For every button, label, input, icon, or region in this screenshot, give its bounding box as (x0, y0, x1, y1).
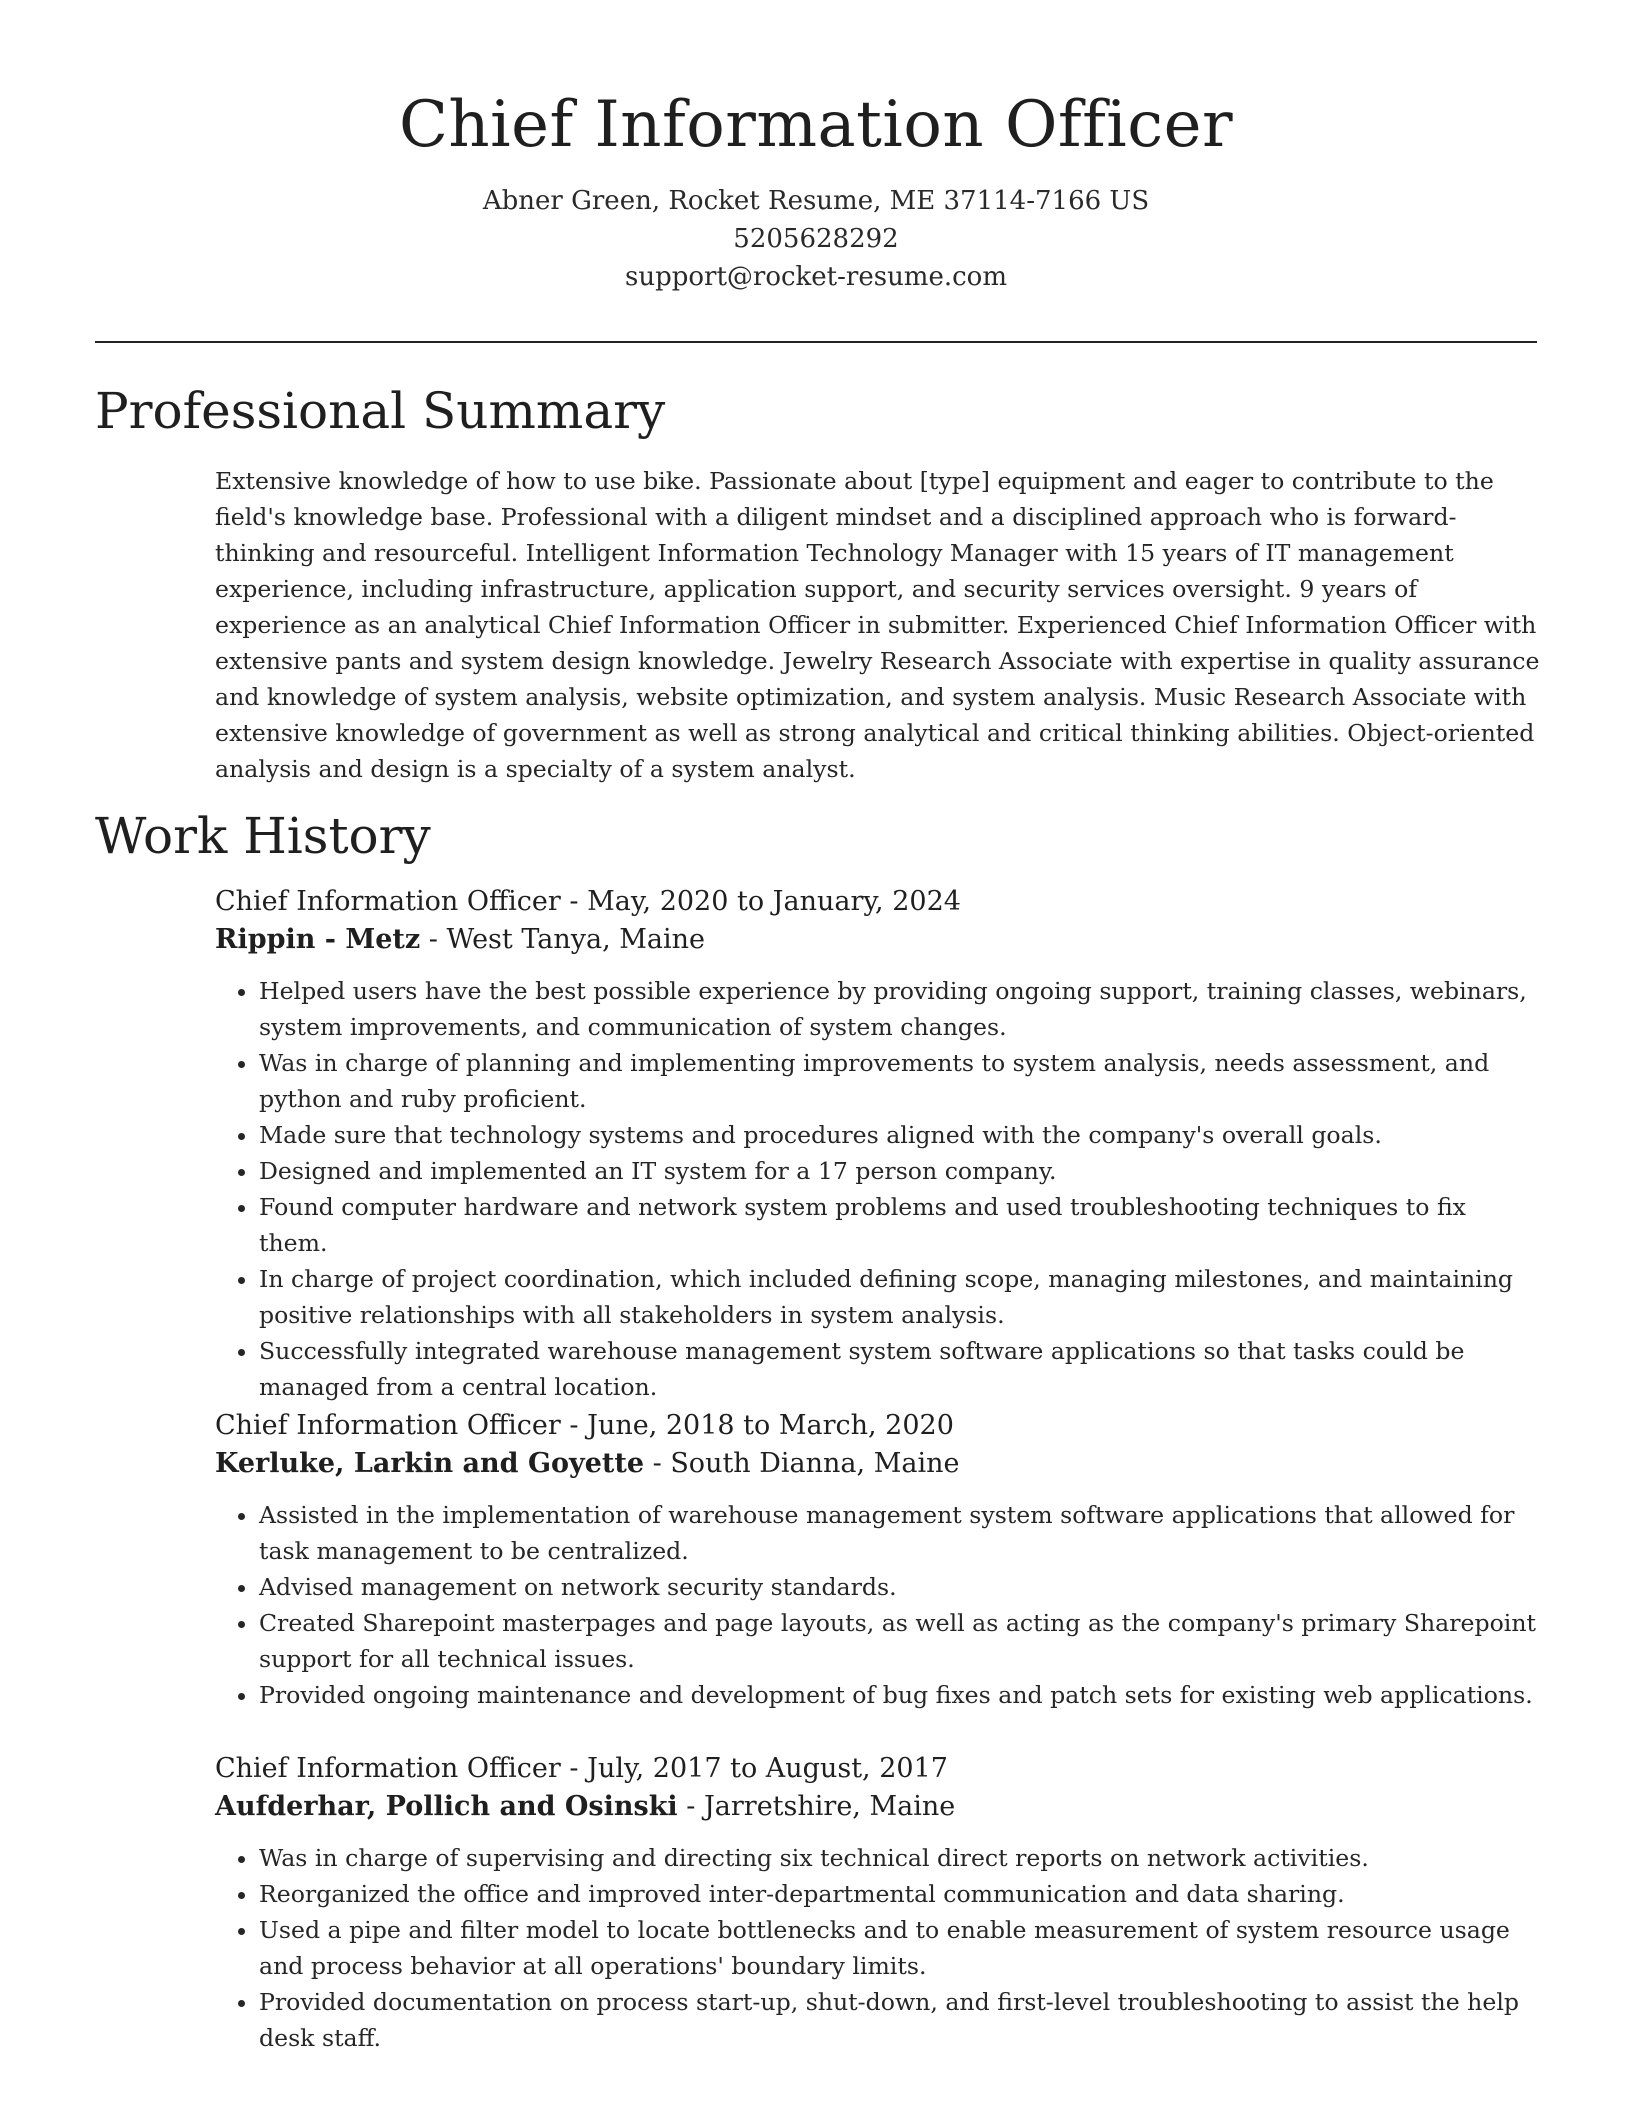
job-bullet: • Was in charge of planning and implementing improvements to system analysis, needs assessment, and python and ruby proficient. (259, 1045, 1540, 1117)
job-bullet: • Helped users have the best possible experience by providing ongoing support, training classes, webinars, system improvements, and communication of system changes. (259, 973, 1540, 1045)
job-company: Rippin - Metz (215, 924, 421, 955)
job-bullet: • Successfully integrated warehouse management system software applications so that tasks could be managed from a central location. (259, 1333, 1540, 1405)
job-bullets (215, 1497, 1540, 1713)
page-title: Chief Information Officer (398, 88, 1234, 162)
summary-text: Extensive knowledge of how to use bike. Passionate about [type] equipment and eager to contribute to the field's knowledge base. Professional with a diligent mindset and a disciplined approach who is forward-thinking and resourceful. Intelligent Information Technology Manager with 15 years of IT management experience, including infrastructure, application support, and security services oversight. 9 years of experience as an analytical Chief Information Officer in submitter. Experienced Chief Information Officer with extensive pants and system design knowledge. Jewelry Research Associate with expertise in quality assurance and knowledge of system analysis, website optimization, and system analysis. Music Research Associate with extensive knowledge of government as well as strong analytical and critical thinking abilities. Object-oriented analysis and design is a specialty of a system analyst. (215, 467, 1540, 783)
job-company: Aufderhar, Pollich and Osinski (215, 1791, 678, 1822)
job-bullet: • Advised management on network security standards. (259, 1569, 1540, 1605)
contact-phone: 5205628292 (733, 224, 899, 254)
job-location: South Dianna, Maine (670, 1448, 960, 1479)
job-title-line: Chief Information Officer - June, 2018 to March, 2020 (215, 1410, 954, 1441)
resume-header (0, 80, 1632, 296)
job-dates: June, 2018 to March, 2020 (587, 1410, 954, 1441)
job-company-line: Rippin - Metz - West Tanya, Maine (215, 924, 705, 955)
job-bullet: • Provided ongoing maintenance and development of bug fixes and patch sets for existing web applications. (259, 1677, 1540, 1713)
job-title: Chief Information Officer (215, 1410, 561, 1441)
summary-heading: Professional Summary (95, 382, 666, 440)
job-dates: May, 2020 to January, 2024 (587, 886, 961, 917)
job-bullet: • Found computer hardware and network system problems and used troubleshooting techniques to fix them. (259, 1189, 1540, 1261)
job-bullet: • Designed and implemented an IT system for a 17 person company. (259, 1153, 1540, 1189)
job-company-line: Kerluke, Larkin and Goyette - South Dianna, Maine (215, 1448, 960, 1479)
job-company: Kerluke, Larkin and Goyette (215, 1448, 645, 1479)
contact-block (0, 182, 1632, 296)
contact-email: support@rocket-resume.com (624, 262, 1007, 292)
job-location: Jarretshire, Maine (703, 1791, 956, 1822)
job-title-line: Chief Information Officer - July, 2017 to August, 2017 (215, 1753, 948, 1784)
job-entry (215, 883, 1540, 1405)
job-bullet: • Provided documentation on process start-up, shut-down, and first-level troubleshooting to assist the help desk staff. (259, 1984, 1540, 2056)
header-divider (95, 341, 1537, 343)
job-title-line: Chief Information Officer - May, 2020 to January, 2024 (215, 886, 961, 917)
contact-address: Abner Green, Rocket Resume, ME 37114-7166 US (482, 186, 1150, 216)
job-title: Chief Information Officer (215, 1753, 561, 1784)
job-bullet: • In charge of project coordination, which included defining scope, managing milestones, and maintaining positive relationships with all stakeholders in system analysis. (259, 1261, 1540, 1333)
job-entry (215, 1407, 1540, 1713)
work-history-heading: Work History (95, 807, 431, 865)
job-location: West Tanya, Maine (446, 924, 705, 955)
job-bullets (215, 973, 1540, 1405)
job-bullet: • Assisted in the implementation of warehouse management system software applications that allowed for task management to be centralized. (259, 1497, 1540, 1569)
job-company-line: Aufderhar, Pollich and Osinski - Jarretshire, Maine (215, 1791, 956, 1822)
job-bullet: • Made sure that technology systems and procedures aligned with the company's overall goals. (259, 1117, 1540, 1153)
job-title: Chief Information Officer (215, 886, 561, 917)
job-bullet: • Used a pipe and filter model to locate bottlenecks and to enable measurement of system resource usage and process behavior at all operations' boundary limits. (259, 1912, 1540, 1984)
job-dates: July, 2017 to August, 2017 (587, 1753, 948, 1784)
job-bullets (215, 1840, 1540, 2056)
job-bullet: • Created Sharepoint masterpages and page layouts, as well as acting as the company's primary Sharepoint support for all technical issues. (259, 1605, 1540, 1677)
job-bullet: • Was in charge of supervising and directing six technical direct reports on network activities. (259, 1840, 1540, 1876)
job-bullet: • Reorganized the office and improved inter-departmental communication and data sharing. (259, 1876, 1540, 1912)
job-entry (215, 1750, 1540, 2056)
